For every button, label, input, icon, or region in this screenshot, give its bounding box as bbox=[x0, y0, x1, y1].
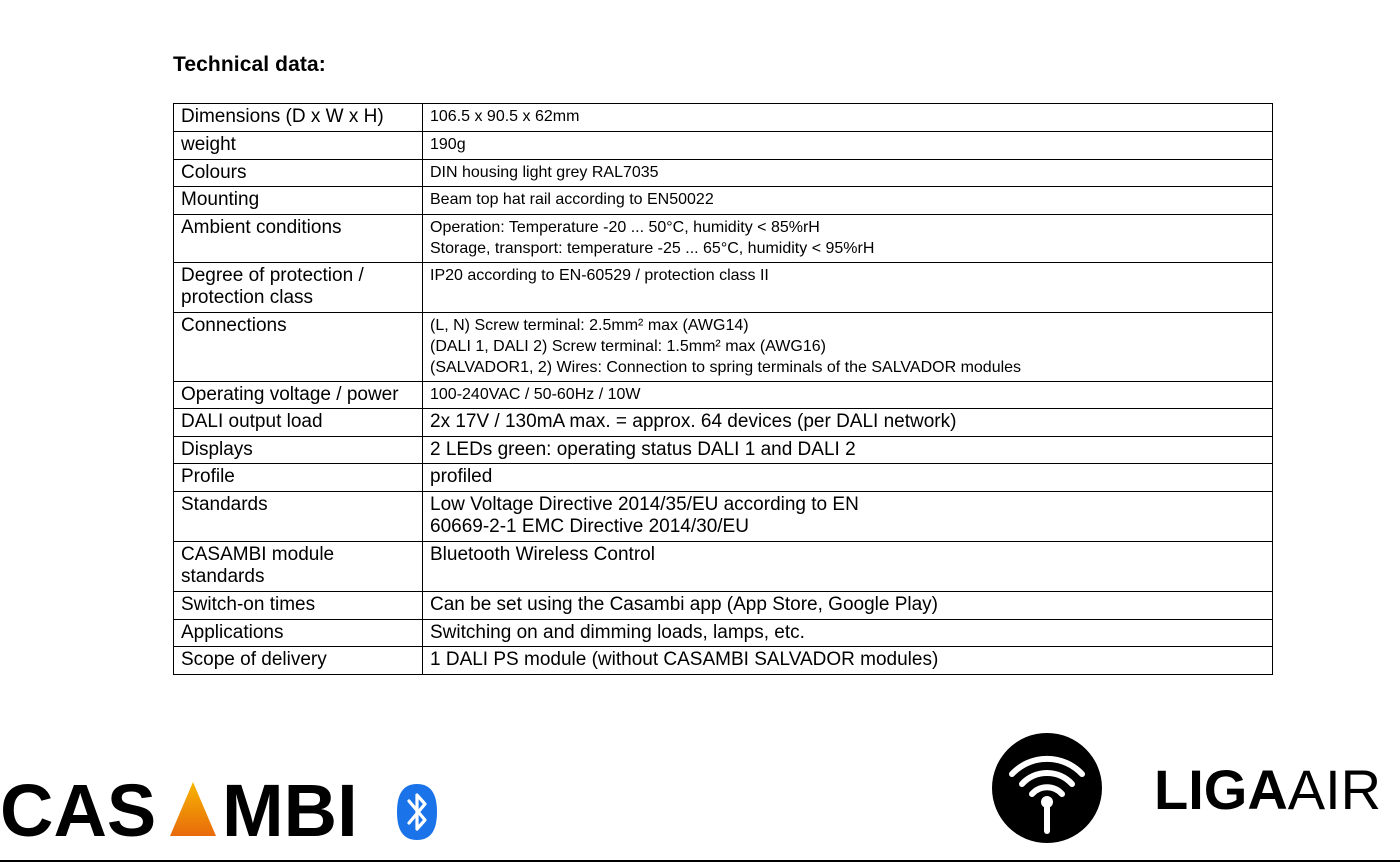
spec-label: Scope of delivery bbox=[181, 649, 327, 670]
casambi-logo-text-right: MBI bbox=[222, 774, 358, 844]
table-row bbox=[174, 464, 1273, 492]
spec-label: Mounting bbox=[181, 189, 260, 210]
table-row bbox=[174, 160, 1273, 187]
spec-value: 100-240VAC / 50-60Hz / 10W bbox=[430, 386, 641, 403]
spec-value-cell bbox=[423, 409, 1273, 437]
technical-data-body bbox=[174, 104, 1273, 675]
spec-label-cell bbox=[174, 187, 423, 215]
table-row bbox=[174, 215, 1273, 263]
spec-label: weight bbox=[181, 134, 236, 155]
spec-value: (SALVADOR1, 2) Wires: Connection to spring terminals of the SALVADOR modules bbox=[430, 359, 1022, 376]
table-row bbox=[174, 187, 1273, 215]
table-row bbox=[174, 437, 1273, 464]
spec-value-cell bbox=[423, 263, 1273, 313]
wifi-antenna-icon bbox=[992, 733, 1102, 843]
spec-value: 1 DALI PS module (without CASAMBI SALVADOR modules) bbox=[430, 649, 939, 670]
spec-label-cell bbox=[174, 620, 423, 647]
table-row bbox=[174, 409, 1273, 437]
spec-value: Bluetooth Wireless Control bbox=[430, 544, 655, 565]
spec-value: Switching on and dimming loads, lamps, etc. bbox=[430, 622, 805, 643]
liga-air-logo bbox=[990, 732, 1400, 844]
spec-label: Dimensions (D x W x H) bbox=[181, 106, 384, 127]
spec-value-cell bbox=[423, 215, 1273, 263]
spec-value-cell bbox=[423, 313, 1273, 382]
table-row bbox=[174, 592, 1273, 620]
footer-rule bbox=[0, 860, 1400, 862]
spec-label-cell bbox=[174, 132, 423, 160]
spec-label: DALI output load bbox=[181, 411, 323, 432]
spec-label-cell bbox=[174, 215, 423, 263]
table-row bbox=[174, 104, 1273, 132]
spec-value: Beam top hat rail according to EN50022 bbox=[430, 191, 714, 208]
table-row bbox=[174, 382, 1273, 409]
spec-label-cell bbox=[174, 160, 423, 187]
spec-label: Applications bbox=[181, 622, 284, 643]
spec-value: 190g bbox=[430, 136, 466, 153]
spec-value-cell bbox=[423, 647, 1273, 675]
spec-value: Storage, transport: temperature -25 ... 65°C, humidity < 95%rH bbox=[430, 240, 875, 257]
page-heading: Technical data: bbox=[173, 53, 326, 76]
spec-value: Operation: Temperature -20 ... 50°C, humidity < 85%rH bbox=[430, 219, 820, 236]
spec-label-cell bbox=[174, 464, 423, 492]
spec-value: 2x 17V / 130mA max. = approx. 64 devices (per DALI network) bbox=[430, 411, 957, 432]
casambi-logo-text-left: CAS bbox=[0, 774, 157, 844]
spec-label: CASAMBI module bbox=[181, 544, 335, 565]
spec-label: Standards bbox=[181, 494, 268, 515]
spec-label-cell bbox=[174, 382, 423, 409]
spec-value-cell bbox=[423, 187, 1273, 215]
spec-value-cell bbox=[423, 492, 1273, 542]
spec-label-cell bbox=[174, 592, 423, 620]
spec-label-cell bbox=[174, 409, 423, 437]
casambi-logo bbox=[0, 774, 450, 844]
spec-value: 60669-2-1 EMC Directive 2014/30/EU bbox=[430, 516, 749, 537]
spec-label-cell bbox=[174, 492, 423, 542]
spec-label: Displays bbox=[181, 439, 253, 460]
table-row bbox=[174, 132, 1273, 160]
spec-label: Operating voltage / power bbox=[181, 384, 399, 405]
spec-value: (DALI 1, DALI 2) Screw terminal: 1.5mm² max (AWG16) bbox=[430, 338, 826, 355]
spec-value: Low Voltage Directive 2014/35/EU according to EN bbox=[430, 494, 859, 515]
spec-value-cell bbox=[423, 437, 1273, 464]
spec-label: Ambient conditions bbox=[181, 217, 342, 238]
spec-label-cell bbox=[174, 542, 423, 592]
spec-value: profiled bbox=[430, 466, 493, 487]
bluetooth-icon bbox=[397, 784, 437, 840]
spec-label: standards bbox=[181, 566, 265, 587]
table-row bbox=[174, 313, 1273, 382]
spec-label-cell bbox=[174, 647, 423, 675]
spec-value: 2 LEDs green: operating status DALI 1 and DALI 2 bbox=[430, 439, 856, 460]
technical-data-table bbox=[173, 103, 1273, 675]
spec-value: 106.5 x 90.5 x 62mm bbox=[430, 108, 580, 125]
table-row bbox=[174, 647, 1273, 675]
spec-value: DIN housing light grey RAL7035 bbox=[430, 164, 659, 181]
spec-label-cell bbox=[174, 263, 423, 313]
spec-value-cell bbox=[423, 382, 1273, 409]
spec-label: protection class bbox=[181, 287, 314, 308]
spec-value: (L, N) Screw terminal: 2.5mm² max (AWG14) bbox=[430, 317, 749, 334]
table-row bbox=[174, 492, 1273, 542]
table-row bbox=[174, 620, 1273, 647]
spec-value-cell bbox=[423, 132, 1273, 160]
table-row bbox=[174, 263, 1273, 313]
spec-label: Degree of protection / bbox=[181, 265, 364, 286]
spec-label: Connections bbox=[181, 315, 287, 336]
spec-label: Switch-on times bbox=[181, 594, 316, 615]
spec-value-cell bbox=[423, 592, 1273, 620]
table-row bbox=[174, 542, 1273, 592]
spec-value-cell bbox=[423, 104, 1273, 132]
liga-air-logo-text: LIGAAIR bbox=[1154, 758, 1382, 821]
spec-value-cell bbox=[423, 464, 1273, 492]
spec-label: Colours bbox=[181, 162, 247, 183]
spec-value: IP20 according to EN-60529 / protection class II bbox=[430, 267, 769, 284]
spec-value-cell bbox=[423, 620, 1273, 647]
spec-label: Profile bbox=[181, 466, 235, 487]
spec-label-cell bbox=[174, 437, 423, 464]
spec-label-cell bbox=[174, 104, 423, 132]
spec-value-cell bbox=[423, 542, 1273, 592]
spec-label-cell bbox=[174, 313, 423, 382]
spec-value-cell bbox=[423, 160, 1273, 187]
spec-value: Can be set using the Casambi app (App Store, Google Play) bbox=[430, 594, 939, 615]
